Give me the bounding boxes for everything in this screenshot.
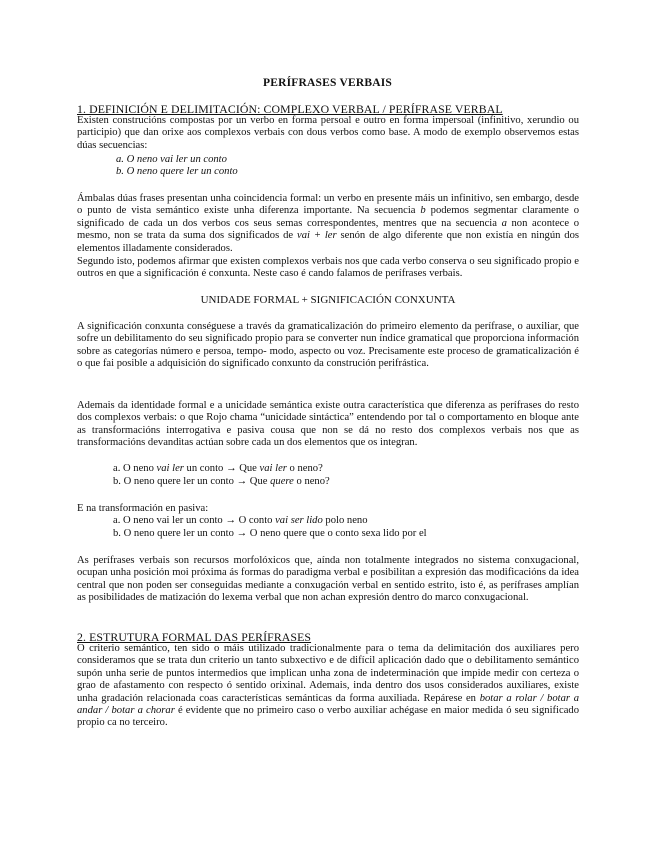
- section-1-heading: 1. DEFINICIÓN E DELIMITACIÓN: COMPLEXO VERBAL / PERÍFRASE VERBAL: [77, 102, 503, 116]
- example-b: [116, 166, 576, 178]
- page-title: PERÍFRASES VERBAIS: [263, 77, 392, 89]
- text-run: Ámbalas dúas frases presentan unha coincidencia formal: un verbo en presente máis un infinitivo, sen embargo, desde o punto de vista semántico existe unha diferenza importante. Na secuencia: [77, 193, 579, 217]
- text-run: polo neno: [322, 515, 368, 526]
- text-run-italic: botar a rolar / botar a andar / botar a chorar: [77, 692, 579, 717]
- passive-intro: E na transformación en pasiva:: [77, 503, 209, 514]
- paragraph-grammaticalization: A significación conxunta conséguese a través da gramaticalización do primeiro elemento da perífrase, o auxiliar, que sofre un debilitamento do seu significado propio para se converter nun índice gramatical que proporciona información sobre as categorías número e persoa, tempo- modo, aspecto ou voz. Precisamente este proceso de gramaticalización é o que fai posible a adquisición do significado conxunto da construción perifrástica.: [77, 321, 579, 370]
- interrogative-example-b: [113, 476, 573, 488]
- passive-example-b: b. O neno quere ler un conto → O neno quere que o conto sexa lido por el: [113, 528, 427, 539]
- text-run: O criterio semántico, ten sido o máis utilizado tradicionalmente para o tema da delimitación dos auxiliares pero consideramos que se trata dun criterio un tanto subxectivo e de difícil aplicación dado que o debilitamento semántico supón unha serie de puntos intermedios que implican unha zona de indeterminación que impide medir con certeza o grao de afastamento con respecto ó sentido orixinal. Ademais, inda dentro dos usos considerados auxiliares, existe unha gradación relacionada coas características semánticas da forma auxiliada. Repárese en: [77, 643, 579, 704]
- paragraph-syntactic-unity: Ademais da identidade formal e a unicidade semántica existe outra característica que diferenza as perífrases do resto dos complexos verbais: o que Rojo chama “unicidade sintáctica” entendendo por tal o comportamento en bloque ante as transformacións interrogativa e pasiva cousa que non se dá no resto dos complexos verbais nos que as transformacións devanditas actúan sobre cada un dos elementos que os integran.: [77, 400, 579, 449]
- text-run-italic: quere: [270, 476, 294, 487]
- paragraph-definition: Segundo isto, podemos afirmar que existen complexos verbais nos que cada verbo conserva o seu significado propio e outros en que a significación é conxunta. Neste caso é cando falamos de perífrases verbais.: [77, 256, 579, 280]
- text-run-italic: vai ler: [156, 463, 184, 474]
- text-run: b. O neno quere ler un conto → Que: [113, 476, 271, 487]
- paragraph-comparison: [77, 193, 579, 255]
- passive-example-a: [113, 515, 573, 527]
- text-run: a. O neno: [113, 463, 157, 474]
- example-a: [116, 154, 576, 166]
- text-run: é evidente que no primeiro caso o verbo auxiliar achégase en maior medida ó seu significado propio ca no terceiro.: [77, 705, 579, 729]
- text-run-italic: vai + ler: [297, 230, 337, 242]
- paragraph-semantic-criterion: [77, 643, 579, 730]
- example-a-text: a. O neno vai ler un conto: [116, 154, 227, 165]
- interrogative-example-a: [113, 463, 573, 475]
- text-run: o neno?: [286, 463, 323, 474]
- text-run: un conto → Que: [183, 463, 260, 474]
- formula-line: UNIDADE FORMAL + SIGNIFICACIÓN CONXUNTA: [200, 294, 456, 306]
- section-1-intro: Existen construcións compostas por un verbo en forma persoal e outro en forma impersoal (infinitivo, xerundio ou participio) que dan orixe aos complexos verbais con dous verbos como base. A modo de exemplo observemos estas dúas secuencias:: [77, 115, 579, 151]
- text-run: o neno?: [293, 476, 330, 487]
- text-run-italic: vai ler: [259, 463, 287, 474]
- text-run-italic: b: [420, 205, 426, 217]
- text-run: non acontece o mesmo, non se trata da suma dos significados de: [77, 217, 579, 242]
- text-run: senón de algo diferente que non existía en ningún dos elementos illadamente considerados.: [77, 230, 580, 254]
- text-run-italic: a: [501, 217, 507, 229]
- text-run: a. O neno vai ler un conto → O conto: [113, 515, 276, 526]
- example-b-text: b. O neno quere ler un conto: [116, 166, 238, 177]
- section-2-heading: 2. ESTRUTURA FORMAL DAS PERÍFRASES: [77, 630, 312, 644]
- paragraph-resources: As perífrases verbais son recursos morfolóxicos que, aínda non totalmente integrados no sistema conxugacional, ocupan unha posición moi próxima ás formas do paradigma verbal e posibilitan a expresión das modificacións da idea central que non poden ser conseguidas mediante a conxugación verbal en sentido estrito, isto é, as perífrases amplían as posibilidades de matización do lexema verbal que non achan expresión dentro do marco conxugacional.: [77, 555, 579, 604]
- text-run: podemos segmentar claramente o significado de cada un dos verbos cos seus semas correspondentes, mentres que na secuencia: [77, 205, 579, 229]
- text-run-italic: vai ser lido: [275, 515, 323, 526]
